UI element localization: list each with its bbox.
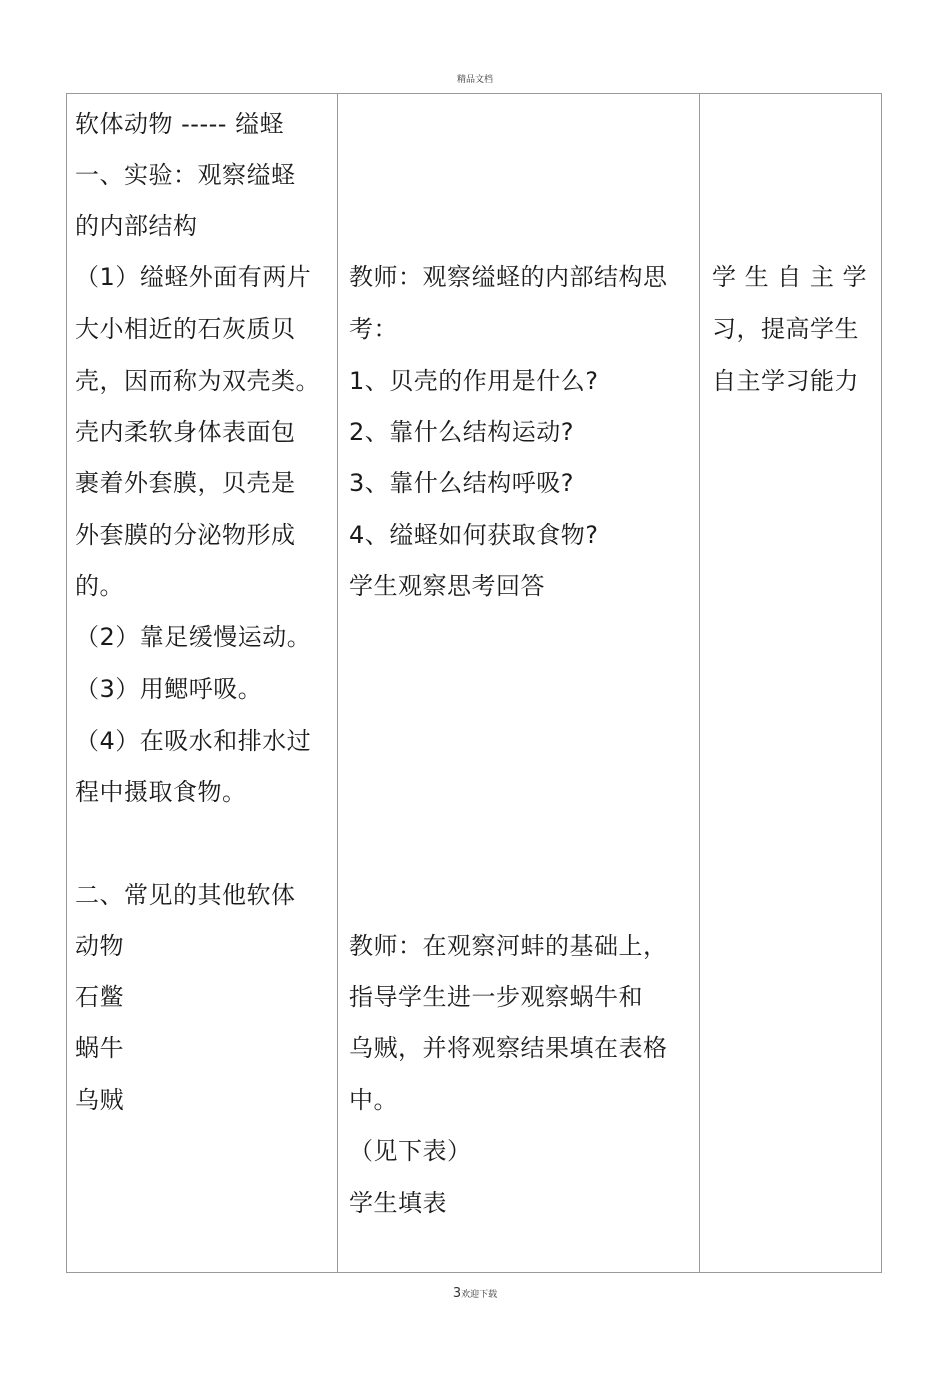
content-line: 大小相近的石灰质贝 bbox=[75, 315, 296, 343]
purpose-line: 自主学习能力 bbox=[712, 367, 859, 395]
content-line: 的内部结构 bbox=[75, 212, 198, 240]
content-line: 一、实验：观察缢蛏 bbox=[75, 161, 296, 189]
page-header: 精品文档 bbox=[456, 75, 493, 85]
content-line: 外套膜的分泌物形成 bbox=[75, 521, 296, 549]
content-line: 壳，因而称为双壳类。 bbox=[75, 367, 320, 395]
content-line: 蜗牛 bbox=[75, 1034, 124, 1062]
content-line: 二、常见的其他软体 bbox=[75, 881, 296, 909]
purpose-column bbox=[712, 94, 877, 1272]
content-line: （1）缢蛏外面有两片 bbox=[75, 263, 312, 291]
content-line: （2）靠足缓慢运动。 bbox=[75, 623, 312, 651]
activity-line: 考： bbox=[349, 315, 398, 343]
purpose-line: 学 生 自 主 学 bbox=[712, 263, 868, 291]
activity-line: 教师：观察缢蛏的内部结构思 bbox=[349, 263, 668, 291]
activity-line: 4、缢蛏如何获取食物? bbox=[349, 521, 599, 549]
activity-line: 2、靠什么结构运动? bbox=[349, 418, 575, 446]
footer-text: 欢迎下载 bbox=[461, 1290, 498, 1300]
page-footer bbox=[0, 1286, 950, 1301]
content-line: （3）用鳃呼吸。 bbox=[75, 675, 263, 703]
column-divider bbox=[337, 94, 338, 1272]
activity-line: 乌贼，并将观察结果填在表格 bbox=[349, 1034, 668, 1062]
activity-line: 指导学生进一步观察蜗牛和 bbox=[349, 983, 643, 1011]
content-line: 裹着外套膜，贝壳是 bbox=[75, 469, 296, 497]
content-column bbox=[75, 94, 335, 1272]
content-line: 壳内柔软身体表面包 bbox=[75, 418, 296, 446]
content-line: 乌贼 bbox=[75, 1086, 124, 1114]
column-divider bbox=[699, 94, 700, 1272]
activity-column bbox=[349, 94, 694, 1272]
activity-line: （见下表） bbox=[349, 1137, 472, 1165]
activity-line: 3、靠什么结构呼吸? bbox=[349, 469, 575, 497]
content-line: 石鳖 bbox=[75, 983, 124, 1011]
activity-line: 学生填表 bbox=[349, 1189, 447, 1217]
purpose-line: 习，提高学生 bbox=[712, 315, 859, 343]
page-number: 3 bbox=[452, 1286, 462, 1301]
content-line: 软体动物 ----- 缢蛏 bbox=[75, 110, 285, 138]
content-line: 动物 bbox=[75, 932, 124, 960]
activity-line: 教师：在观察河蚌的基础上， bbox=[349, 932, 668, 960]
lesson-table bbox=[66, 93, 882, 1273]
activity-line: 学生观察思考回答 bbox=[349, 572, 545, 600]
content-line: 程中摄取食物。 bbox=[75, 778, 247, 806]
activity-line: 1、贝壳的作用是什么? bbox=[349, 367, 599, 395]
content-line: 的。 bbox=[75, 572, 124, 600]
content-line: （4）在吸水和排水过 bbox=[75, 727, 312, 755]
activity-line: 中。 bbox=[349, 1086, 398, 1114]
